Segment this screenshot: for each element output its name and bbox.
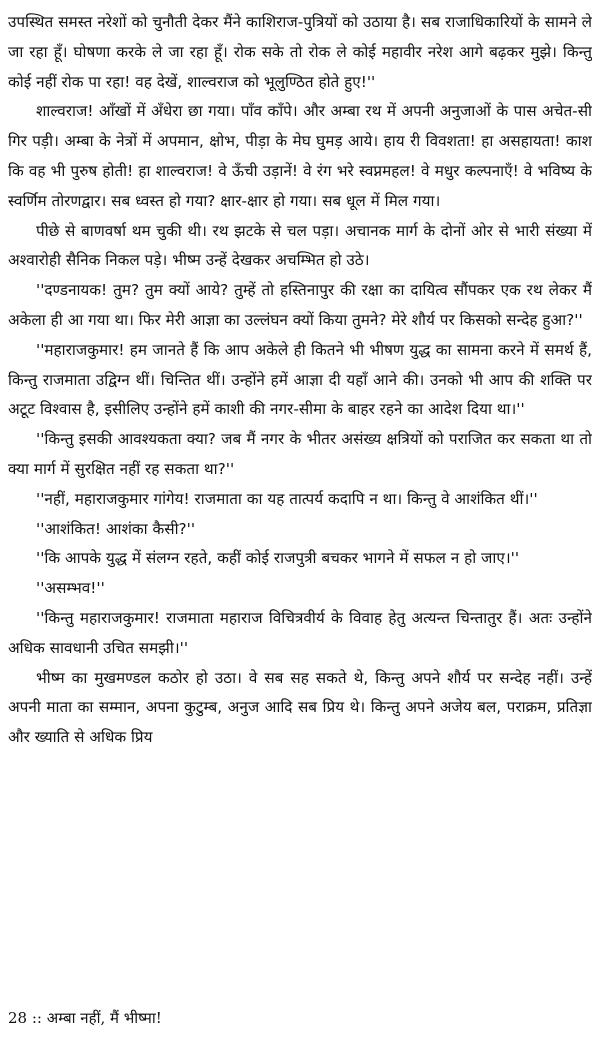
page-footer: 28 :: अम्बा नहीं, मैं भीष्मा! [8, 1009, 162, 1027]
paragraph: भीष्म का मुखमण्डल कठोर हो उठा। वे सब सह सकते थे, किन्तु अपने शौर्य पर सन्देह नहीं। उन्हें अपनी माता का सम्मान, अपना कुटुम्ब, अनुज आदि सब प्रिय थे। किन्तु अपने अजेय बल, पराक्रम, प्रतिज्ञा और ख्याति से अधिक प्रिय [8, 668, 592, 747]
paragraph: ''महाराजकुमार! हम जानते हैं कि आप अकेले ही कितने भी भीषण युद्ध का सामना करने में समर्थ हैं, किन्तु राजमाता उद्विग्न थीं। चिन्तित थीं। उन्होंने हमें आज्ञा दी यहाँ आने की। उनको भी आप की शक्ति पर अटूट विश्वास है, इसीलिए उन्होंने हमें काशी की नगर-सीमा के बाहर रहने का आदेश दिया था।'' [8, 340, 592, 419]
paragraph: ''कि आपके युद्ध में संलग्न रहते, कहीं कोई राजपुत्री बचकर भागने में सफल न हो जाए।'' [36, 549, 520, 568]
paragraph: ''आशंकित! आशंका कैसी?'' [36, 519, 196, 538]
book-page [8, 8, 592, 1045]
paragraph: ''किन्तु महाराजकुमार! राजमाता महाराज विचित्रवीर्य के विवाह हेतु अत्यन्त चिन्तातुर हैं। अतः उन्होंने अधिक सावधानी उचित समझी।'' [8, 608, 592, 657]
paragraph: उपस्थित समस्त नरेशों को चुनौती देकर मैंने काशिराज-पुत्रियों को उठाया है। सब राजाधिकारियों के सामने ले जा रहा हूँ। घोषणा करके ले जा रहा हूँ। रोक सके तो रोक ले कोई महावीर नरेश आगे बढ़कर मुझे। किन्तु कोई नहीं रोक पा रहा! वह देखें, शाल्वराज को भूलुण्ठित होते हुए!'' [8, 13, 592, 91]
paragraph: शाल्वराज! आँखों में अँधेरा छा गया। पाँव काँपे। और अम्बा रथ में अपनी अनुजाओं के पास अचेत-सी गिर पड़ी। अम्बा के नेत्रों में अपमान, क्षोभ, पीड़ा के मेघ घुमड़ आये। हाय री विवशता! हा असहायता! काश कि वह भी पुरुष होती! हा शाल्वराज! वे ऊँची उड़ानें! वे रंग भरे स्वप्नमहल! वे मधुर कल्पनाएँ! वे भविष्य के स्वर्णिम तोरणद्वार। सब ध्वस्त हो गया? क्षार-क्षार हो गया। सब धूल में मिल गया। [8, 102, 592, 210]
page-body-text [8, 8, 592, 753]
paragraph: ''असम्भव!'' [36, 579, 105, 598]
paragraph: पीछे से बाणवर्षा थम चुकी थी। रथ झटके से चल पड़ा। अचानक मार्ग के दोनों ओर से भारी संख्या में अश्वारोही सैनिक निकल पड़े। भीष्म उन्हें देखकर अचम्भित हो उठे। [8, 221, 592, 270]
paragraph: ''दण्डनायक! तुम? तुम क्यों आये? तुम्हें तो हस्तिनापुर की रक्षा का दायित्व सौंपकर एक रथ लेकर मैं अकेला ही आ गया था। फिर मेरी आज्ञा का उल्लंघन क्यों किया तुमने? मेरे शौर्य पर किसको सन्देह हुआ?'' [8, 281, 592, 329]
paragraph: ''किन्तु इसकी आवश्यकता क्या? जब मैं नगर के भीतर असंख्य क्षत्रियों को पराजित कर सकता था तो क्या मार्ग में सुरक्षित नहीं रह सकता था?'' [8, 430, 592, 478]
paragraph: ''नहीं, महाराजकुमार गांगेय! राजमाता का यह तात्पर्य कदापि न था। किन्तु वे आशंकित थीं।'' [36, 489, 538, 508]
